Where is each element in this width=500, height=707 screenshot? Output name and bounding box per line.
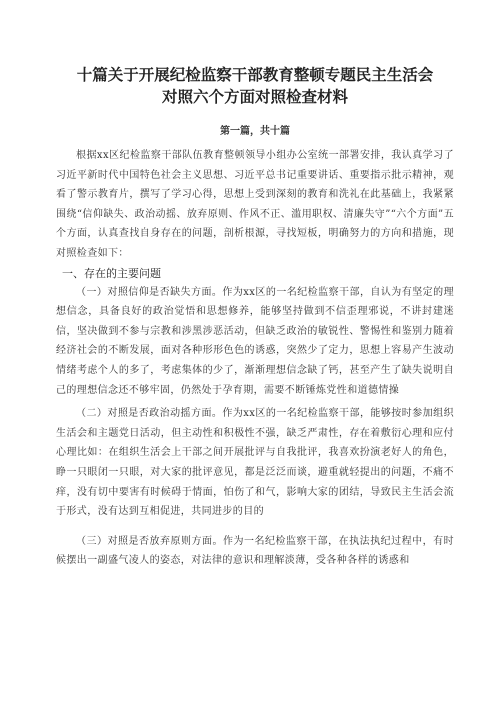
section-heading-main-problems: 一、存在的主要问题 — [62, 266, 161, 280]
document-title — [56, 0, 454, 108]
item-principle-paragraph: （三）对照是否放弃原则方面。作为一名纪检监察干部，在执法执纪过程中，有时候摆出一副盛气凌人的姿态，对法律的意识和理解淡薄，受各种各样的诱惑和 — [56, 535, 454, 567]
title-line-2: 对照六个方面对照检查材料 — [161, 88, 348, 106]
item-political-paragraph: （二）对照是否政治动摇方面。作为xx区的一名纪检监察干部，能够按时参加组织生活会和主题党日活动，但主动性和积极性不强，缺乏严肃性，存在着敷衍心理和应付心理比如：在组织生活会上干部之间开展批评与自我批评，我喜欢扮演老好人的角色，睁一只眼闭一只眼，对大家的批评意见，都是泛泛而谈，避重就轻提出的问题，不痛不痒，没有切中要害有时候碍于情面，怕伤了和气，影响大家的团结，导致民主生活会流于形式，没有达到互相促进，共同进步的目的 — [56, 408, 454, 518]
title-line-1: 十篇关于开展纪检监察干部教育整顿专题民主生活会 — [76, 66, 434, 84]
intro-paragraph: 根据xx区纪检监察干部队伍教育整顿领导小组办公室统一部署安排，我认真学习了习近平新时代中国特色社会主义思想、习近平总书记重要讲话、重要指示批示精神，观看了警示教育片，撰写了学习心得，思想上受到深刻的教育和洗礼在此基础上，我紧紧围绕“信仰缺失、政治动摇、放弃原则、作风不正、滥用职权、清廉失守”“六个方面”五个方面，认真查找自身存在的问题，剖析根源，寻找短板，明确努力的方向和措施，现对照检查如下： — [56, 150, 454, 259]
part-heading: 第一篇，共十篇 — [220, 126, 290, 137]
item-faith-paragraph: （一）对照信仰是否缺失方面。作为xx区的一名纪检监察干部，自认为有坚定的理想信念，具备良好的政治觉悟和思想修养，能够坚持做到不信歪理邪说，不讲封建迷信，坚决做到不参与宗教和涉黑涉恶活动，但缺乏政治的敏锐性、警惕性和鉴别力随着经济社会的不断发展，面对各种形形色色的诱惑，突然少了定力，思想上容易产生波动情绪考虑个人的多了，考虑集体的少了，渐渐理想信念缺了钙，甚至产生了缺失说明自己的理想信念还不够牢固，仍然处于孕育期，需要不断锤炼党性和道德情操 — [56, 286, 454, 396]
